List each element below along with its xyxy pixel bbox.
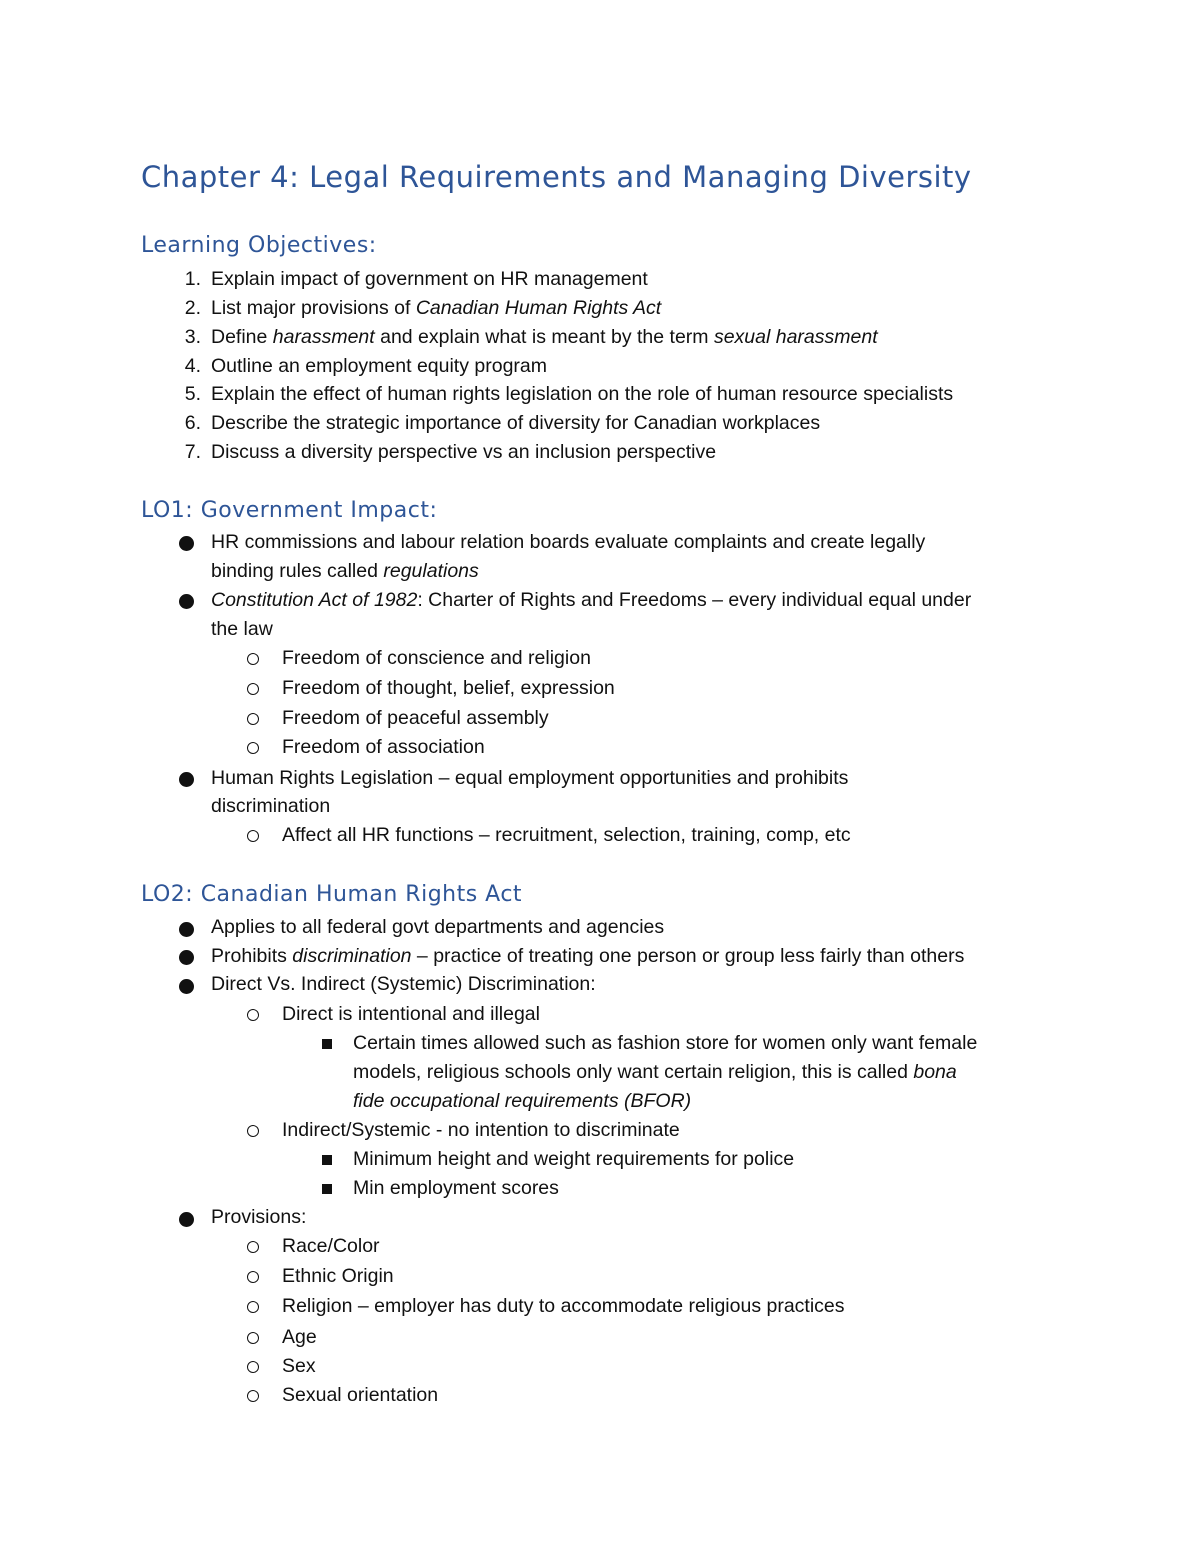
- provision-item: Sex: [282, 1355, 316, 1377]
- lo2-indirect-detail: Minimum height and weight requirements for police: [353, 1148, 795, 1170]
- list-item: 3. Define harassment and explain what is meant by the term sexual harassment: [184, 326, 878, 348]
- lo1-heading: LO1: Government Impact:: [141, 498, 438, 523]
- bullet-dot-icon: [179, 922, 194, 937]
- provision-item: Age: [282, 1326, 317, 1348]
- bullet-circle-icon: [247, 742, 259, 754]
- bullet-circle-icon: [247, 1009, 259, 1021]
- provision-item: Religion – employer has duty to accommodate religious practices: [282, 1295, 845, 1317]
- lo2-bullet-provisions: Provisions:: [211, 1206, 307, 1228]
- lo2-direct-detail-cont: models, religious schools only want certain religion, this is called bona: [353, 1061, 957, 1083]
- provision-item: Race/Color: [282, 1235, 380, 1257]
- lo2-direct-detail: Certain times allowed such as fashion store for women only want female: [353, 1032, 978, 1054]
- bullet-circle-icon: [247, 1125, 259, 1137]
- list-item: 6. Describe the strategic importance of diversity for Canadian workplaces: [184, 412, 821, 434]
- bullet-square-icon: [322, 1155, 332, 1165]
- lo1-bullet-commissions-cont: binding rules called regulations: [211, 560, 479, 582]
- provision-item: Ethnic Origin: [282, 1265, 394, 1287]
- bullet-dot-icon: [179, 950, 194, 965]
- list-item: 1. Explain impact of government on HR management: [184, 268, 648, 290]
- lo1-bullet-human-rights-cont: discrimination: [211, 795, 331, 817]
- list-item: 5. Explain the effect of human rights legislation on the role of human resource specialists: [184, 383, 954, 405]
- bullet-dot-icon: [179, 594, 194, 609]
- lo1-bullet-constitution: Constitution Act of 1982: Charter of Rights and Freedoms – every individual equal under: [211, 589, 972, 611]
- freedom-item: Freedom of association: [282, 736, 485, 758]
- bullet-circle-icon: [247, 1241, 259, 1253]
- bullet-circle-icon: [247, 1271, 259, 1283]
- lo2-sub-direct: Direct is intentional and illegal: [282, 1003, 540, 1025]
- bullet-circle-icon: [247, 1301, 259, 1313]
- bullet-dot-icon: [179, 536, 194, 551]
- bullet-circle-icon: [247, 653, 259, 665]
- lo2-bullet-applies: Applies to all federal govt departments and agencies: [211, 916, 665, 938]
- provision-item: Sexual orientation: [282, 1384, 439, 1406]
- lo2-bullet-prohibits: Prohibits discrimination – practice of treating one person or group less fairly than others: [211, 945, 965, 967]
- lo2-sub-indirect: Indirect/Systemic - no intention to discriminate: [282, 1119, 680, 1141]
- bullet-dot-icon: [179, 979, 194, 994]
- lo1-bullet-constitution-cont: the law: [211, 618, 273, 640]
- bullet-circle-icon: [247, 1332, 259, 1344]
- lo2-indirect-detail: Min employment scores: [353, 1177, 559, 1199]
- freedom-item: Freedom of peaceful assembly: [282, 707, 549, 729]
- bullet-dot-icon: [179, 1212, 194, 1227]
- list-item: 2. List major provisions of Canadian Human Rights Act: [184, 297, 662, 319]
- freedom-item: Freedom of thought, belief, expression: [282, 677, 615, 699]
- page-title: Chapter 4: Legal Requirements and Managing Diversity: [141, 160, 972, 194]
- bullet-square-icon: [322, 1184, 332, 1194]
- bullet-square-icon: [322, 1039, 332, 1049]
- lo2-heading: LO2: Canadian Human Rights Act: [141, 882, 523, 907]
- list-item: 4. Outline an employment equity program: [184, 355, 548, 377]
- bullet-circle-icon: [247, 683, 259, 695]
- list-item: 7. Discuss a diversity perspective vs an inclusion perspective: [184, 441, 717, 463]
- bullet-circle-icon: [247, 1361, 259, 1373]
- bullet-circle-icon: [247, 830, 259, 842]
- freedom-item: Freedom of conscience and religion: [282, 647, 591, 669]
- bullet-dot-icon: [179, 772, 194, 787]
- bullet-circle-icon: [247, 1390, 259, 1402]
- lo1-bullet-human-rights: Human Rights Legislation – equal employment opportunities and prohibits: [211, 767, 849, 789]
- bullet-circle-icon: [247, 713, 259, 725]
- lo1-bullet-commissions: HR commissions and labour relation boards evaluate complaints and create legally: [211, 531, 926, 553]
- lo1-sub-affect: Affect all HR functions – recruitment, selection, training, comp, etc: [282, 824, 851, 846]
- learning-objectives-heading: Learning Objectives:: [141, 233, 377, 258]
- lo2-direct-detail-bfor: fide occupational requirements (BFOR): [353, 1090, 692, 1112]
- lo2-bullet-direct-indirect: Direct Vs. Indirect (Systemic) Discrimination:: [211, 973, 596, 995]
